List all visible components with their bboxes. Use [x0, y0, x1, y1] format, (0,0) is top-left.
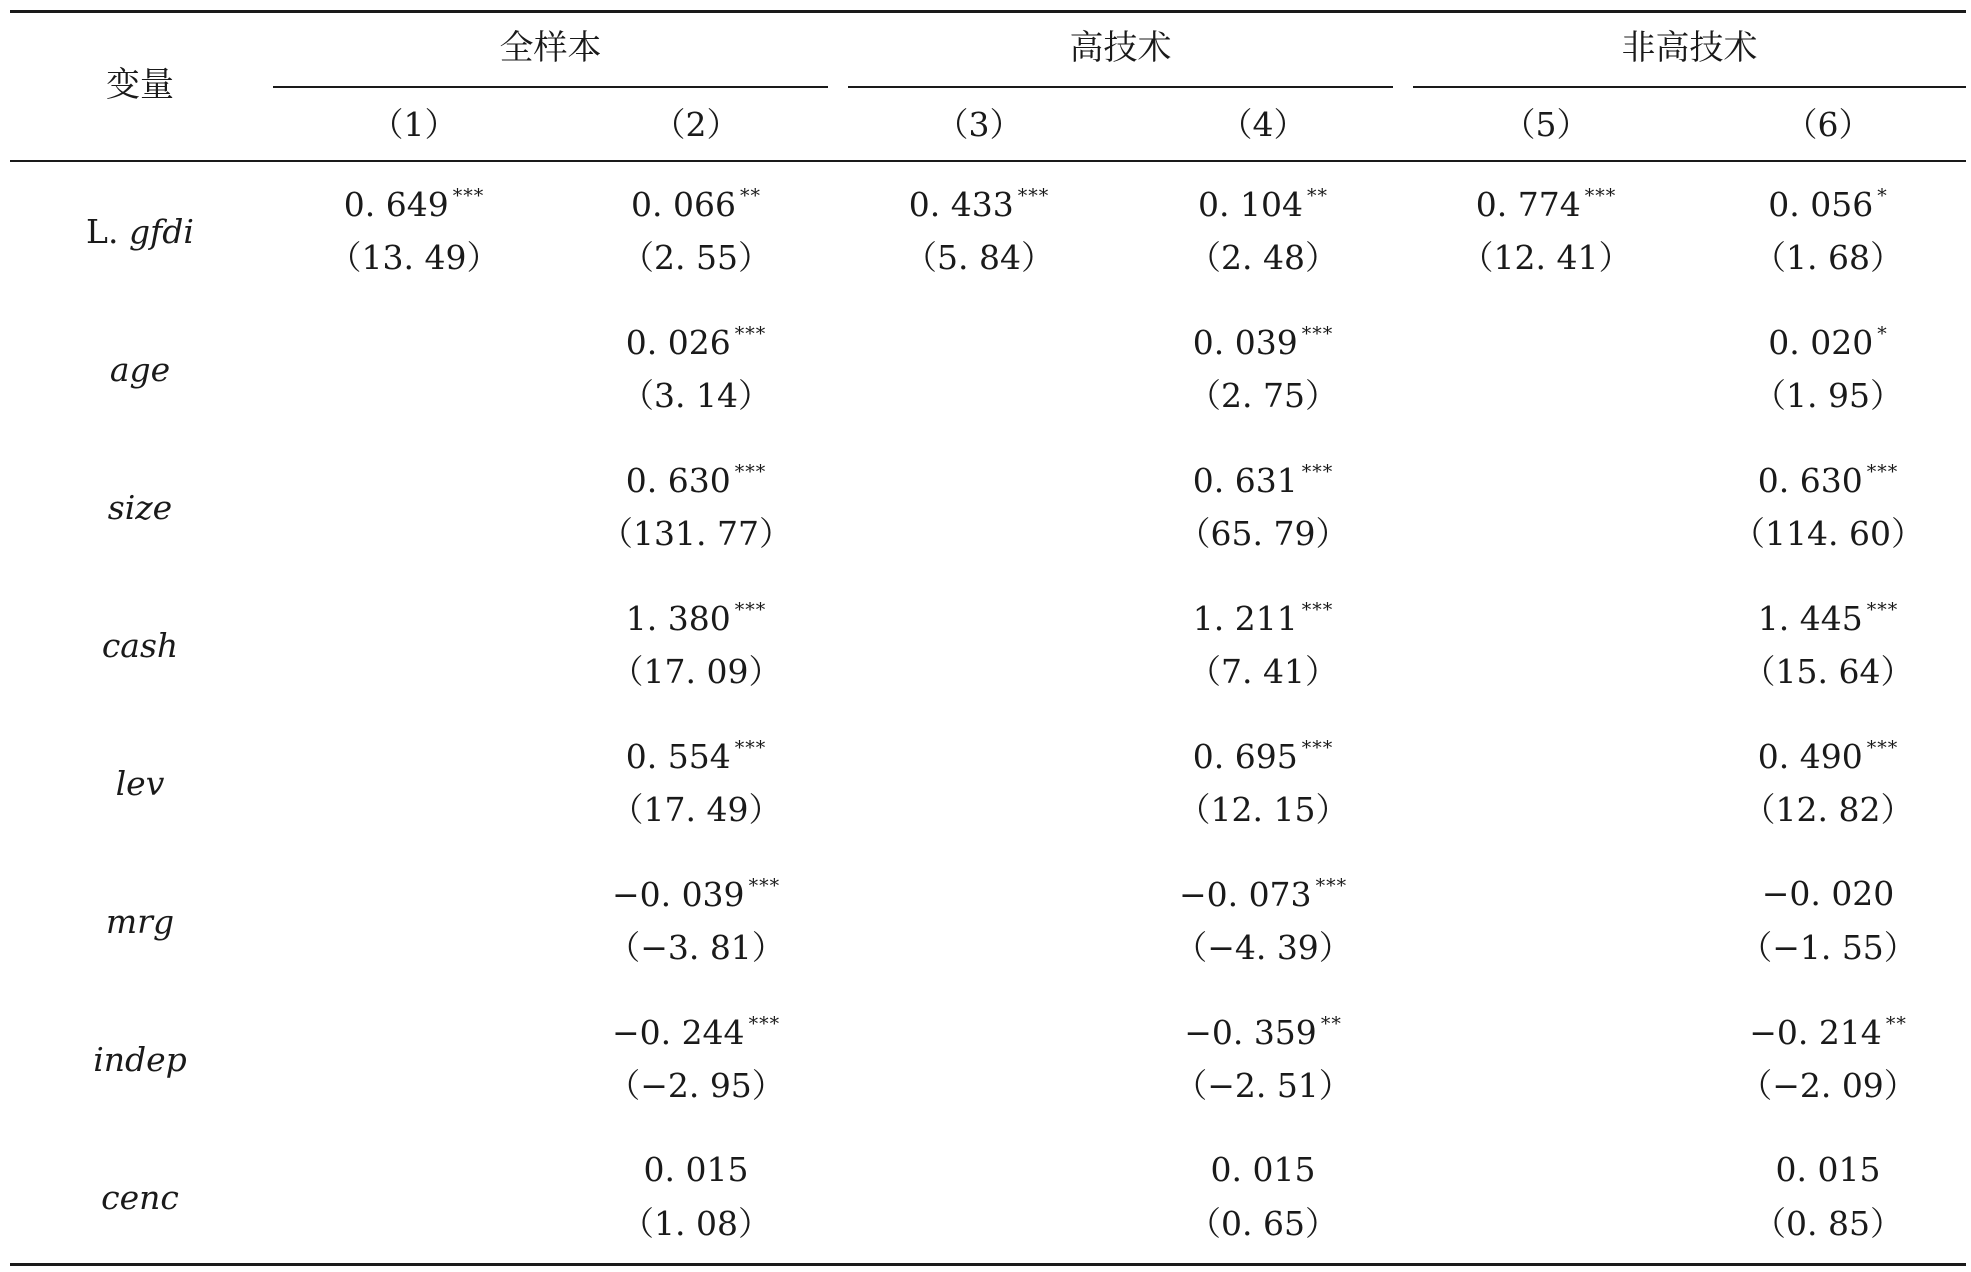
- coefficient-lev-col4: [1123, 737, 1403, 776]
- coefficient-value: −0. 073: [1178, 875, 1312, 914]
- coefficient-value: −0. 214: [1749, 1013, 1882, 1052]
- variable-prefix: L.: [86, 212, 129, 251]
- significance-stars: ***: [734, 599, 767, 621]
- t-statistic-gfdi-col6: （1. 68）: [1753, 238, 1903, 277]
- column-number-6: （6）: [1784, 105, 1872, 144]
- significance-stars: ***: [1301, 737, 1334, 759]
- t-statistic-age-col6: （1. 95）: [1753, 376, 1903, 415]
- coefficient-mrg-col6: [1688, 874, 1968, 913]
- coefficient-cash-col4: [1123, 599, 1403, 638]
- coefficient-value: 0. 630: [625, 461, 731, 500]
- significance-stars: ***: [1866, 599, 1899, 621]
- variable-label: gfdi: [128, 212, 194, 251]
- significance-stars: ***: [734, 737, 767, 759]
- variable-name-gfdi: [40, 212, 240, 251]
- variable-name-lev: [40, 764, 240, 803]
- significance-stars: ***: [1584, 185, 1617, 207]
- table-bottom-rule: [10, 1263, 1966, 1266]
- t-statistic-cenc-col2: （1. 08）: [621, 1204, 771, 1243]
- group-header-full-sample: 全样本: [499, 28, 602, 68]
- variable-label: size: [107, 488, 173, 527]
- variable-label: cenc: [101, 1178, 179, 1217]
- t-statistic-gfdi-col3: （5. 84）: [904, 238, 1054, 277]
- significance-stars: *: [1877, 323, 1888, 345]
- group-underline-full-sample: [273, 86, 828, 88]
- t-statistic-lev-col6: （12. 82）: [1742, 790, 1914, 829]
- significance-stars: **: [1885, 1013, 1907, 1035]
- t-statistic-lev-col4: （12. 15）: [1177, 790, 1349, 829]
- significance-stars: ***: [1301, 461, 1334, 483]
- variable-name-size: [40, 488, 240, 527]
- coefficient-gfdi-col3: [839, 185, 1119, 224]
- column-number-2: （2）: [652, 105, 740, 144]
- variable-name-age: [40, 350, 240, 389]
- group-underline-high-tech: [848, 86, 1393, 88]
- t-statistic-size-col4: （65. 79）: [1177, 514, 1349, 553]
- coefficient-gfdi-col6: [1688, 185, 1968, 224]
- significance-stars: ***: [734, 323, 767, 345]
- coefficient-value: 0. 026: [625, 323, 731, 362]
- significance-stars: ***: [1301, 599, 1334, 621]
- t-statistic-age-col2: （3. 14）: [621, 376, 771, 415]
- column-number-5: （5）: [1502, 105, 1590, 144]
- t-statistic-indep-col6: （−2. 09）: [1739, 1066, 1917, 1105]
- significance-stars: ***: [1301, 323, 1334, 345]
- t-statistic-gfdi-col1: （13. 49）: [328, 238, 500, 277]
- coefficient-mrg-col2: [556, 875, 836, 914]
- coefficient-value: 0. 104: [1198, 185, 1303, 224]
- coefficient-value: 0. 433: [908, 185, 1014, 224]
- header-bottom-rule: [10, 160, 1966, 162]
- t-statistic-cenc-col6: （0. 85）: [1753, 1204, 1903, 1243]
- coefficient-value: 0. 631: [1192, 461, 1298, 500]
- significance-stars: **: [739, 185, 761, 207]
- t-statistic-gfdi-col2: （2. 55）: [621, 238, 771, 277]
- coefficient-value: 1. 380: [625, 599, 731, 638]
- t-statistic-size-col2: （131. 77）: [600, 514, 792, 553]
- variable-name-cash: [40, 626, 240, 665]
- t-statistic-mrg-col4: （−4. 39）: [1174, 928, 1352, 967]
- coefficient-cenc-col4: [1123, 1150, 1403, 1189]
- coefficient-indep-col2: [556, 1013, 836, 1052]
- t-statistic-size-col6: （114. 60）: [1732, 514, 1924, 553]
- t-statistic-indep-col4: （−2. 51）: [1174, 1066, 1352, 1105]
- significance-stars: ***: [452, 185, 485, 207]
- coefficient-value: 0. 490: [1757, 737, 1863, 776]
- coefficient-value: 0. 039: [1192, 323, 1298, 362]
- significance-stars: ***: [1866, 737, 1899, 759]
- coefficient-gfdi-col4: [1123, 185, 1403, 224]
- t-statistic-cenc-col4: （0. 65）: [1188, 1204, 1338, 1243]
- coefficient-value: 0. 695: [1192, 737, 1298, 776]
- coefficient-lev-col6: [1688, 737, 1968, 776]
- coefficient-value: −0. 020: [1761, 874, 1895, 913]
- column-number-4: （4）: [1219, 105, 1307, 144]
- coefficient-value: 0. 066: [631, 185, 736, 224]
- coefficient-value: 0. 554: [625, 737, 731, 776]
- variable-name-mrg: [40, 902, 240, 941]
- coefficient-cash-col6: [1688, 599, 1968, 638]
- coefficient-value: 0. 630: [1757, 461, 1863, 500]
- coefficient-age-col4: [1123, 323, 1403, 362]
- coefficient-cenc-col6: [1688, 1150, 1968, 1189]
- coefficient-size-col2: [556, 461, 836, 500]
- significance-stars: ***: [1866, 461, 1899, 483]
- coefficient-value: 0. 774: [1475, 185, 1581, 224]
- coefficient-value: 0. 020: [1768, 323, 1874, 362]
- coefficient-gfdi-col5: [1406, 185, 1686, 224]
- coefficient-cash-col2: [556, 599, 836, 638]
- variable-label: indep: [93, 1040, 187, 1079]
- coefficient-size-col6: [1688, 461, 1968, 500]
- group-header-high-tech: 高技术: [1069, 28, 1172, 68]
- t-statistic-cash-col2: （17. 09）: [610, 652, 782, 691]
- significance-stars: ***: [1017, 185, 1050, 207]
- significance-stars: **: [1320, 1013, 1342, 1035]
- coefficient-indep-col4: [1123, 1013, 1403, 1052]
- t-statistic-lev-col2: （17. 49）: [610, 790, 782, 829]
- coefficient-value: 1. 211: [1192, 599, 1298, 638]
- coefficient-value: 0. 649: [343, 185, 449, 224]
- t-statistic-mrg-col6: （−1. 55）: [1739, 928, 1917, 967]
- coefficient-value: 1. 445: [1757, 599, 1863, 638]
- coefficient-value: 0. 015: [1775, 1150, 1881, 1189]
- coefficient-lev-col2: [556, 737, 836, 776]
- t-statistic-gfdi-col5: （12. 41）: [1460, 238, 1632, 277]
- coefficient-value: 0. 015: [1210, 1150, 1316, 1189]
- variable-label: age: [109, 350, 171, 389]
- coefficient-size-col4: [1123, 461, 1403, 500]
- significance-stars: ***: [748, 1013, 781, 1035]
- variable-name-cenc: [40, 1178, 240, 1217]
- coefficient-value: 0. 056: [1768, 185, 1874, 224]
- group-header-non-high-tech: 非高技术: [1621, 28, 1758, 68]
- significance-stars: *: [1877, 185, 1888, 207]
- variable-label: mrg: [105, 902, 175, 941]
- variable-label: cash: [101, 626, 179, 665]
- coefficient-value: −0. 359: [1184, 1013, 1317, 1052]
- t-statistic-cash-col4: （7. 41）: [1188, 652, 1338, 691]
- coefficient-gfdi-col2: [556, 185, 836, 224]
- t-statistic-mrg-col2: （−3. 81）: [607, 928, 785, 967]
- variable-name-indep: [40, 1040, 240, 1079]
- coefficient-cenc-col2: [556, 1150, 836, 1189]
- coefficient-indep-col6: [1688, 1013, 1968, 1052]
- variable-label: lev: [115, 764, 165, 803]
- t-statistic-cash-col6: （15. 64）: [1742, 652, 1914, 691]
- column-number-1: （1）: [370, 105, 458, 144]
- column-number-3: （3）: [935, 105, 1023, 144]
- coefficient-value: −0. 244: [611, 1013, 745, 1052]
- t-statistic-indep-col2: （−2. 95）: [607, 1066, 785, 1105]
- coefficient-value: −0. 039: [611, 875, 745, 914]
- coefficient-value: 0. 015: [643, 1150, 749, 1189]
- coefficient-age-col2: [556, 323, 836, 362]
- group-underline-non-high-tech: [1413, 86, 1966, 88]
- table-top-rule: [10, 10, 1966, 13]
- significance-stars: **: [1306, 185, 1328, 207]
- significance-stars: ***: [748, 875, 781, 897]
- significance-stars: ***: [1315, 875, 1348, 897]
- t-statistic-age-col4: （2. 75）: [1188, 376, 1338, 415]
- variable-header: 变量: [106, 65, 174, 105]
- coefficient-mrg-col4: [1123, 875, 1403, 914]
- coefficient-age-col6: [1688, 323, 1968, 362]
- t-statistic-gfdi-col4: （2. 48）: [1188, 238, 1338, 277]
- coefficient-gfdi-col1: [274, 185, 554, 224]
- significance-stars: ***: [734, 461, 767, 483]
